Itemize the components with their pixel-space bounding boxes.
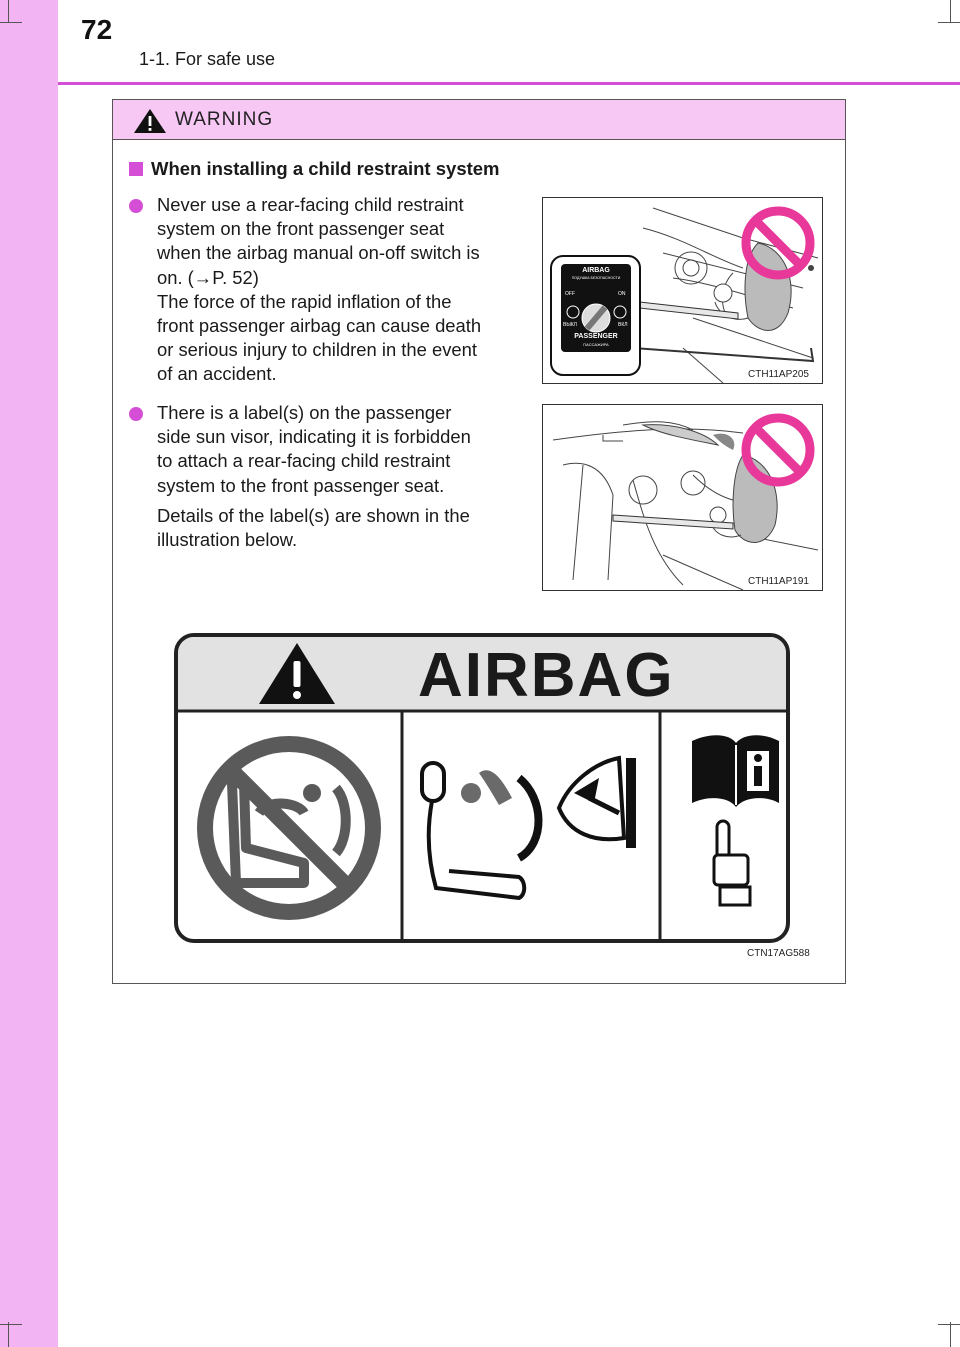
prohibition-icon xyxy=(740,205,816,281)
text-line: front passenger airbag can cause death xyxy=(157,315,482,337)
text-line: The force of the rapid inflation of the xyxy=(157,290,452,312)
switch-passenger-label: PASSENGER xyxy=(574,333,618,340)
switch-passenger-label-ru: ПАССАЖИРА xyxy=(583,342,609,347)
text-line: Never use a rear-facing child restraint xyxy=(157,194,464,215)
switch-panel-title-ru: ПОДУШКА БЕЗОПАСНОСТИ xyxy=(571,276,621,280)
crop-mark xyxy=(938,1324,960,1325)
crop-mark xyxy=(938,22,960,23)
text-line: illustration below. xyxy=(157,529,298,551)
image-code: CTH11AP191 xyxy=(748,576,809,587)
item-2-detail xyxy=(157,504,521,552)
text-line: or serious injury to children in the event xyxy=(157,339,477,361)
item-1-text xyxy=(157,193,521,387)
switch-on-label: ON xyxy=(618,291,626,297)
warning-header xyxy=(113,100,845,140)
text-line: when the airbag manual on-off switch is xyxy=(157,242,480,264)
image-code: CTH11AP205 xyxy=(748,369,809,380)
header-rule xyxy=(58,82,960,85)
warning-box xyxy=(112,99,846,984)
text-line: on. (→P. 52) xyxy=(157,266,259,288)
text-line: to attach a rear-facing child restraint xyxy=(157,450,451,472)
switch-off-label: OFF xyxy=(565,291,575,297)
read-manual-icon xyxy=(692,735,779,807)
sun-visor-illustration xyxy=(542,404,823,591)
crop-mark xyxy=(950,1322,951,1347)
text-line: There is a label(s) on the passenger xyxy=(157,402,452,423)
bullet-icon xyxy=(129,199,143,213)
item-2-text xyxy=(157,401,521,498)
text-line: system on the front passenger seat xyxy=(157,218,445,240)
page-number: 72 xyxy=(81,14,113,45)
side-tab-strip xyxy=(0,0,58,1347)
crop-mark xyxy=(8,0,9,22)
square-bullet-icon xyxy=(129,162,143,176)
image-code: CTN17AG588 xyxy=(747,948,810,959)
section-title: 1-1. For safe use xyxy=(139,49,276,69)
text-line: of an accident. xyxy=(157,363,277,385)
text-line: side sun visor, indicating it is forbidden xyxy=(157,426,471,448)
crop-mark xyxy=(8,1322,9,1347)
text-line: system to the front passenger seat. xyxy=(157,474,445,496)
crop-mark xyxy=(0,22,22,23)
crop-mark xyxy=(950,0,951,22)
warning-triangle-icon xyxy=(133,108,167,134)
warning-title: WARNING xyxy=(175,109,274,130)
crop-mark xyxy=(0,1324,22,1325)
subheading: When installing a child restraint system xyxy=(151,158,500,179)
airbag-switch-illustration xyxy=(542,197,823,384)
switch-off-label-ru: ВЫКЛ xyxy=(563,322,577,328)
prohibition-icon xyxy=(740,412,816,488)
switch-on-label-ru: ВКЛ xyxy=(618,322,628,328)
bullet-icon xyxy=(129,407,143,421)
switch-panel-title: AIRBAG xyxy=(582,267,610,274)
text-line: Details of the label(s) are shown in the xyxy=(157,505,470,526)
airbag-label-word: AIRBAG xyxy=(418,641,675,710)
